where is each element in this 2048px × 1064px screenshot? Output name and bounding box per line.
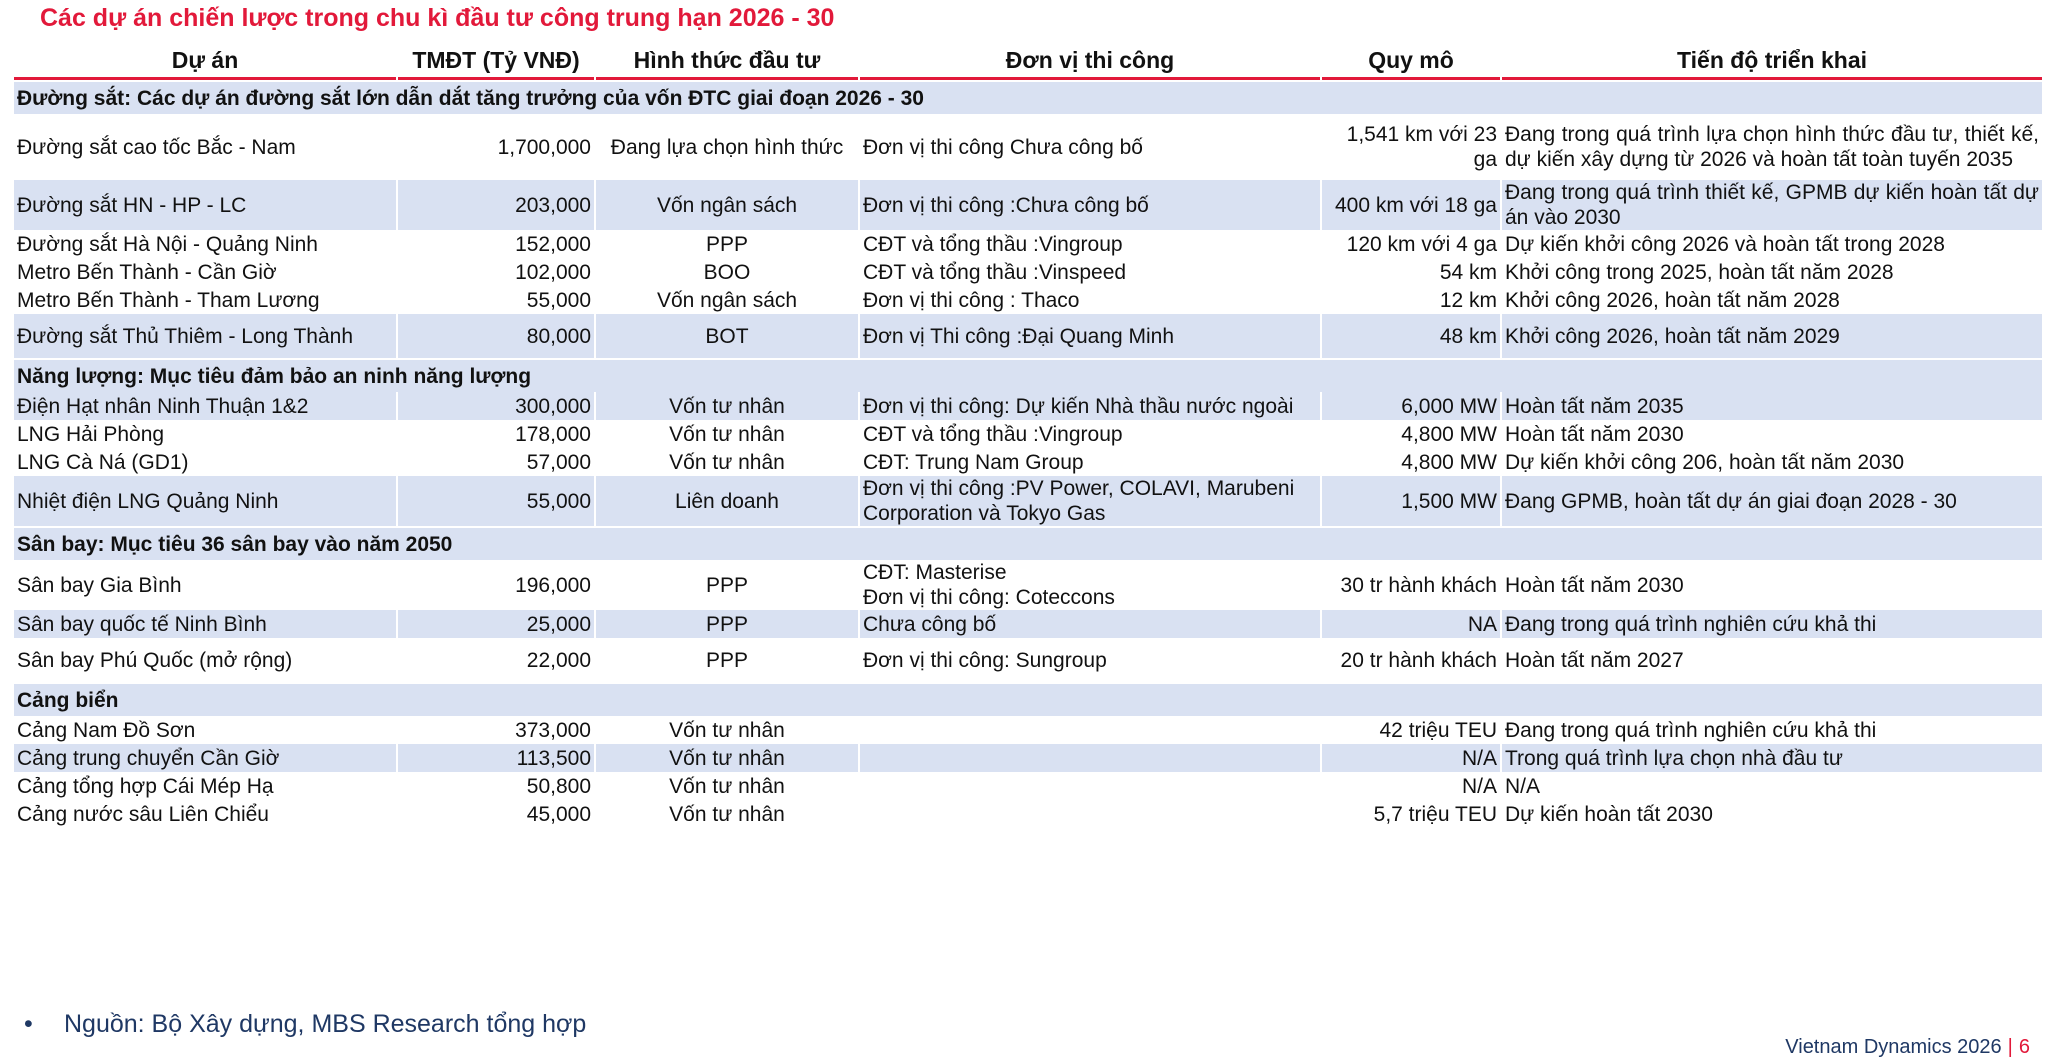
- page-title: Các dự án chiến lược trong chu kì đầu tư công trung hạn 2026 - 30: [40, 4, 835, 32]
- cell-contractor: CĐT và tổng thầu :Vingroup: [863, 422, 1123, 446]
- cell-project: Sân bay quốc tế Ninh Bình: [14, 610, 396, 638]
- cell-project: Điện Hạt nhân Ninh Thuận 1&2: [14, 392, 396, 420]
- cell-contractor: Đơn vị thi công : Thaco: [863, 288, 1080, 312]
- cell-contractor: Đơn vị Thi công :Đại Quang Minh: [860, 314, 1320, 358]
- table-header-row: [14, 44, 2042, 80]
- table-row: [14, 392, 2042, 420]
- section-title: Năng lượng: Mục tiêu đảm bảo an ninh năng lượng: [14, 358, 2042, 392]
- cell-scale: N/A: [1461, 774, 1497, 798]
- cell-progress: Đang trong quá trình nghiên cứu khả thi: [1502, 610, 2042, 638]
- cell-scale: 400 km với 18 ga: [1322, 180, 1500, 230]
- cell-progress: Khởi công 2026, hoàn tất năm 2028: [1505, 288, 1840, 312]
- header-capital: TMĐT (Tỷ VNĐ): [398, 44, 594, 80]
- cell-investment-form: BOO: [703, 260, 751, 284]
- cell-project: Sân bay Gia Bình: [17, 573, 182, 597]
- cell-progress: Dự kiến khởi công 206, hoàn tất năm 2030: [1505, 450, 1905, 474]
- cell-investment-form: Vốn ngân sách: [596, 180, 858, 230]
- cell-project: Cảng trung chuyển Cần Giờ: [14, 744, 396, 772]
- cell-project: Nhiệt điện LNG Quảng Ninh: [14, 476, 396, 526]
- cell-contractor: Đơn vị thi công: Dự kiến Nhà thầu nước ngoài: [860, 392, 1320, 420]
- table-row: [14, 716, 2042, 744]
- section-header-row: [14, 682, 2042, 716]
- cell-scale: 6,000 MW: [1322, 392, 1500, 420]
- cell-investment-form: Vốn tư nhân: [669, 774, 785, 798]
- cell-progress: Đang trong quá trình nghiên cứu khả thi: [1505, 718, 1877, 742]
- cell-progress: Khởi công trong 2025, hoàn tất năm 2028: [1505, 260, 1894, 284]
- cell-project: Cảng tổng hợp Cái Mép Hạ: [17, 774, 274, 798]
- cell-investment-form: Vốn tư nhân: [669, 422, 785, 446]
- source-text: Nguồn: Bộ Xây dựng, MBS Research tổng hợp: [64, 1010, 587, 1038]
- cell-capital: 57,000: [526, 450, 591, 474]
- cell-contractor: Đơn vị thi công :PV Power, COLAVI, Marubeni Corporation và Tokyo Gas: [860, 476, 1320, 526]
- table-row: [14, 744, 2042, 772]
- cell-investment-form: PPP: [705, 648, 749, 672]
- header-investment-form: Hình thức đầu tư: [596, 44, 858, 80]
- section-header-row: [14, 526, 2042, 560]
- cell-capital: 50,800: [526, 774, 591, 798]
- cell-scale: 20 tr hành khách: [1340, 648, 1497, 672]
- cell-investment-form: PPP: [596, 610, 858, 638]
- cell-progress: Đang trong quá trình thiết kế, GPMB dự kiến hoàn tất dự án vào 2030: [1502, 180, 2042, 230]
- cell-capital: 1,700,000: [497, 135, 591, 159]
- table-row: [14, 314, 2042, 358]
- cell-capital: 152,000: [515, 232, 591, 256]
- cell-capital: 45,000: [526, 802, 591, 826]
- cell-scale: 1,541 km với 23 ga: [1346, 123, 1497, 171]
- cell-scale: 54 km: [1439, 260, 1497, 284]
- cell-investment-form: Vốn ngân sách: [656, 288, 798, 312]
- section-header-row: [14, 80, 2042, 114]
- cell-progress: Trong quá trình lựa chọn nhà đầu tư: [1502, 744, 2042, 772]
- cell-scale: 48 km: [1322, 314, 1500, 358]
- cell-project: Metro Bến Thành - Cần Giờ: [17, 260, 277, 284]
- header-contractor: Đơn vị thi công: [860, 44, 1320, 80]
- cell-capital: 102,000: [515, 260, 591, 284]
- cell-project: LNG Hải Phòng: [17, 422, 165, 446]
- cell-progress: Dự kiến hoàn tất 2030: [1505, 802, 1713, 826]
- table-row: [14, 638, 2042, 682]
- table-row: [14, 230, 2042, 258]
- section-title: Cảng biển: [14, 682, 2042, 716]
- cell-scale: 30 tr hành khách: [1340, 573, 1497, 597]
- table-row: [14, 560, 2042, 610]
- cell-project: Cảng nước sâu Liên Chiểu: [17, 802, 269, 826]
- cell-progress: Đang trong quá trình lựa chọn hình thức đầu tư, thiết kế, dự kiến xây dựng từ 2026 và hoàn tất toàn tuyến 2035: [1505, 123, 2039, 171]
- cell-project: Đường sắt HN - HP - LC: [14, 180, 396, 230]
- cell-project: Sân bay Phú Quốc (mở rộng): [17, 648, 293, 672]
- page-number: 6: [2018, 1036, 2030, 1058]
- header-scale: Quy mô: [1322, 44, 1500, 80]
- table-row: [14, 180, 2042, 230]
- cell-capital: 373,000: [515, 718, 591, 742]
- cell-project: Metro Bến Thành - Tham Lương: [17, 288, 320, 312]
- projects-table: [12, 44, 2044, 828]
- cell-project: Đường sắt Thủ Thiêm - Long Thành: [14, 314, 396, 358]
- cell-capital: 22,000: [526, 648, 591, 672]
- table-row: [14, 610, 2042, 638]
- cell-scale: 4,800 MW: [1401, 422, 1497, 446]
- cell-contractor: [860, 772, 1320, 800]
- table-row: [14, 420, 2042, 448]
- cell-capital: 203,000: [398, 180, 594, 230]
- cell-investment-form: BOT: [596, 314, 858, 358]
- cell-capital: 55,000: [398, 476, 594, 526]
- footer: [1785, 1036, 2030, 1059]
- header-project: Dự án: [14, 44, 396, 80]
- cell-scale: 4,800 MW: [1401, 450, 1497, 474]
- cell-scale: 120 km với 4 ga: [1346, 232, 1497, 256]
- cell-investment-form: Vốn tư nhân: [596, 392, 858, 420]
- cell-capital: 113,500: [398, 744, 594, 772]
- cell-project: Đường sắt cao tốc Bắc - Nam: [17, 135, 296, 159]
- cell-progress: Khởi công 2026, hoàn tất năm 2029: [1502, 314, 2042, 358]
- cell-scale: 5,7 triệu TEU: [1373, 802, 1497, 826]
- cell-progress: Hoàn tất năm 2030: [1505, 573, 1684, 597]
- cell-progress: Hoàn tất năm 2030: [1505, 422, 1684, 446]
- cell-progress: Hoàn tất năm 2027: [1505, 648, 1684, 672]
- cell-scale: 42 triệu TEU: [1379, 718, 1497, 742]
- cell-capital: 178,000: [515, 422, 591, 446]
- table-row: [14, 114, 2042, 180]
- cell-progress: Dự kiến khởi công 2026 và hoàn tất trong 2028: [1505, 232, 1945, 256]
- cell-investment-form: PPP: [705, 232, 749, 256]
- cell-investment-form: PPP: [705, 573, 749, 597]
- cell-contractor: CĐT và tổng thầu :Vingroup: [863, 232, 1123, 256]
- cell-progress: N/A: [1505, 774, 1541, 798]
- cell-capital: 80,000: [398, 314, 594, 358]
- cell-investment-form: Vốn tư nhân: [669, 802, 785, 826]
- cell-scale: NA: [1322, 610, 1500, 638]
- cell-investment-form: Liên doanh: [596, 476, 858, 526]
- source-note: [24, 1010, 586, 1039]
- cell-contractor: Đơn vị thi công Chưa công bố: [863, 135, 1143, 159]
- cell-project: Cảng Nam Đồ Sơn: [17, 718, 196, 742]
- cell-scale: 1,500 MW: [1322, 476, 1500, 526]
- cell-capital: 55,000: [526, 288, 591, 312]
- cell-project: LNG Cà Ná (GD1): [17, 450, 189, 474]
- table-row: [14, 772, 2042, 800]
- cell-investment-form: Đang lựa chọn hình thức: [610, 135, 844, 159]
- cell-capital: 196,000: [515, 573, 591, 597]
- cell-investment-form: Vốn tư nhân: [596, 744, 858, 772]
- cell-progress: Hoàn tất năm 2035: [1502, 392, 2042, 420]
- table-row: [14, 476, 2042, 526]
- section-title: Đường sắt: Các dự án đường sắt lớn dẫn dắt tăng trưởng của vốn ĐTC giai đoạn 2026 - 30: [14, 80, 2042, 114]
- cell-contractor: [860, 744, 1320, 772]
- publication-name: Vietnam Dynamics 2026: [1785, 1036, 2002, 1058]
- cell-investment-form: Vốn tư nhân: [669, 718, 785, 742]
- cell-contractor: CĐT và tổng thầu :Vinspeed: [863, 260, 1127, 284]
- table-row: [14, 800, 2042, 828]
- cell-capital: 300,000: [398, 392, 594, 420]
- table-row: [14, 448, 2042, 476]
- cell-contractor: [860, 716, 1320, 744]
- cell-project: Đường sắt Hà Nội - Quảng Ninh: [17, 232, 318, 256]
- cell-contractor: CĐT: Trung Nam Group: [863, 450, 1084, 474]
- header-progress: Tiến độ triển khai: [1502, 44, 2042, 80]
- cell-contractor: Đơn vị thi công :Chưa công bố: [860, 180, 1320, 230]
- footer-separator: |: [2007, 1036, 2013, 1058]
- cell-scale: 12 km: [1439, 288, 1497, 312]
- cell-contractor: Chưa công bố: [860, 610, 1320, 638]
- table-row: [14, 258, 2042, 286]
- table-row: [14, 286, 2042, 314]
- table-body: [14, 80, 2042, 828]
- cell-contractor: [860, 800, 1320, 828]
- bullet-icon: •: [24, 1010, 33, 1038]
- cell-contractor: Đơn vị thi công: Sungroup: [863, 648, 1107, 672]
- section-title: Sân bay: Mục tiêu 36 sân bay vào năm 2050: [14, 526, 2042, 560]
- cell-contractor: CĐT: Masterise Đơn vị thi công: Coteccons: [863, 561, 1115, 609]
- cell-capital: 25,000: [398, 610, 594, 638]
- section-header-row: [14, 358, 2042, 392]
- cell-progress: Đang GPMB, hoàn tất dự án giai đoạn 2028 - 30: [1502, 476, 2042, 526]
- cell-scale: N/A: [1322, 744, 1500, 772]
- cell-investment-form: Vốn tư nhân: [669, 450, 785, 474]
